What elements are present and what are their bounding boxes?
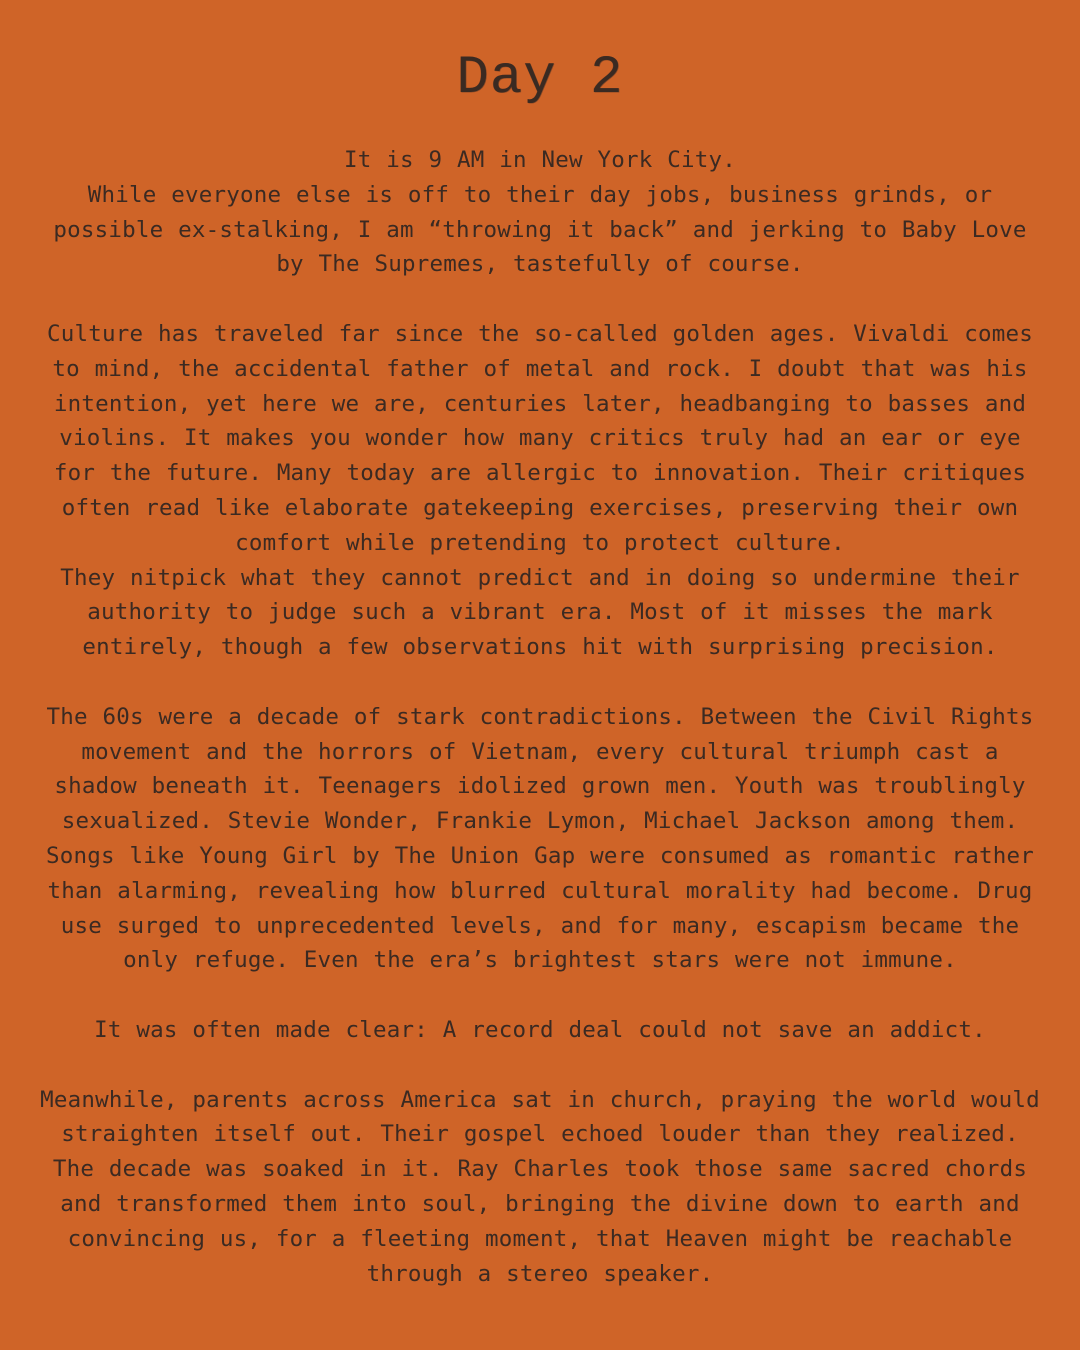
paragraph-gospel: Meanwhile, parents across America sat in church, praying the world would straighten itself out. Their gospel echoed louder than they realized. The decade was soaked in it. Ray Charles took those same sacred chords and transformed them into soul, bringing the divine down to earth and convincing us, for a fleeting moment, that Heaven might be reachable through a stereo speaker. (40, 1086, 1040, 1287)
page-title: Day 2 (456, 48, 624, 109)
paragraph-gap (40, 1048, 1040, 1083)
paragraph-record-deal: It was often made clear: A record deal could not save an addict. (94, 1016, 986, 1043)
paragraph-sixties: The 60s were a decade of stark contradictions. Between the Civil Rights movement and the horrors of Vietnam, every cultural triumph cast a shadow beneath it. Teenagers idolized grown men. Youth was troublingly sexualized. Stevie Wonder, Frankie Lymon, Michael Jackson among them. Songs like Young Girl by The Union Gap were consumed as romantic rather than alarming, revealing how blurred cultural morality had become. Drug use surged to unprecedented levels, and for many, escapism became the only refuge. Even the era’s brightest stars were not immune. (46, 703, 1034, 974)
journal-body (40, 143, 1040, 1291)
paragraph-gap (40, 665, 1040, 700)
paragraph-gap (40, 978, 1040, 1013)
paragraph-baby-love: While everyone else is off to their day jobs, business grinds, or possible ex-stalking, I am “throwing it back” and jerking to Baby Love by The Supremes, tastefully of course. (53, 181, 1027, 278)
paragraph-culture: Culture has traveled far since the so-called golden ages. Vivaldi comes to mind, the accidental father of metal and rock. I doubt that was his intention, yet here we are, centuries later, headbanging to basses and violins. It makes you wonder how many critics truly had an ear or eye for the future. Many today are allergic to innovation. Their critiques often read like elaborate gatekeeping exercises, preserving their own comfort while pretending to protect culture. (47, 320, 1033, 556)
paragraph-gap (40, 282, 1040, 317)
paragraph-intro: It is 9 AM in New York City. (344, 147, 736, 173)
paragraph-critics: They nitpick what they cannot predict and in doing so undermine their authority to judge such a vibrant era. Most of it misses the mark entirely, though a few observations hit with surprising precision. (60, 564, 1020, 661)
